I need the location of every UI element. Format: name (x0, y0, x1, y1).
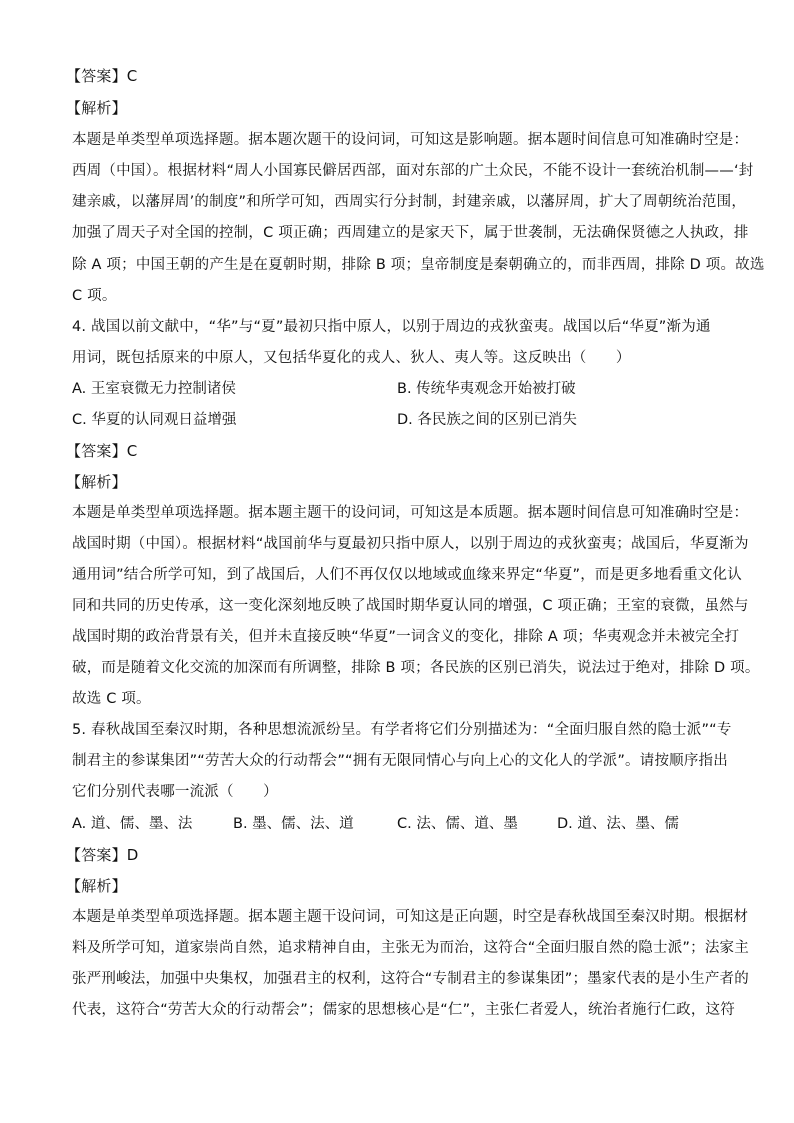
analysis-heading-q3: 【解析】 (66, 99, 127, 117)
option-d-q5: D. 道、法、墨、儒 (557, 816, 679, 832)
answer-label-q4: 【答案】C (66, 442, 138, 460)
analysis-heading-q4: 【解析】 (66, 473, 127, 491)
analysis-line: 除 A 项；中国王朝的产生是在夏朝时期，排除 B 项；皇帝制度是秦朝确立的，而非西周，排除 D 项。故选 (72, 257, 765, 273)
analysis-line: 建亲戚，以藩屏周’的制度”和所学可知，西周实行分封制，封建亲戚，以藩屏周，扩大了周朝统治范围， (72, 194, 747, 210)
analysis-line: 故选 C 项。 (72, 691, 151, 707)
question-stem-q5: 5. 春秋战国至秦汉时期，各种思想流派纷呈。有学者将它们分别描述为：“全面归服自然的隐士派”“专 (72, 722, 732, 738)
analysis-line: 料及所学可知，道家崇尚自然，追求精神自由，主张无为而治，这符合“全面归服自然的隐士派”；法家主 (72, 940, 749, 956)
analysis-line: C 项。 (72, 288, 117, 304)
analysis-line: 加强了周天子对全国的控制，C 项正确；西周建立的是家天下，属于世袭制，无法确保贤德之人执政，排 (72, 225, 749, 241)
analysis-line: 西周（中国）。根据材料“周人小国寡民僻居西部，面对东部的广土众民，不能不设计一套统治机制——‘封 (72, 163, 754, 179)
option-a-q5: A. 道、儒、墨、法 (72, 816, 193, 832)
question-stem-q5: 它们分别代表哪一流派（ ） (72, 784, 278, 800)
option-c-q4: C. 华夏的认同观日益增强 (72, 412, 237, 428)
analysis-line: 本题是单类型单项选择题。据本题次题干的设问词，可知这是影响题。据本题时间信息可知准确时空是： (72, 132, 749, 148)
analysis-line: 战国时期的政治背景有关，但并未直接反映“华夏”一词含义的变化，排除 A 项；华夷观念并未被完全打 (72, 629, 740, 645)
option-c-q5: C. 法、儒、道、墨 (397, 816, 518, 832)
option-b-q5: B. 墨、儒、法、道 (233, 816, 354, 832)
analysis-line: 张严刑峻法，加强中央集权，加强君主的权利，这符合“专制君主的参谋集团”；墨家代表的是小生产者的 (72, 971, 749, 987)
analysis-line: 战国时期（中国）。根据材料“战国前华与夏最初只指中原人，以别于周边的戎狄蛮夷；战国后，华夏渐为 (72, 536, 749, 552)
analysis-line: 本题是单类型单项选择题。据本题主题干的设问词，可知这是本质题。据本题时间信息可知准确时空是： (72, 505, 749, 521)
option-b-q4: B. 传统华夷观念开始被打破 (397, 381, 576, 397)
option-a-q4: A. 王室衰微无力控制诸侯 (72, 381, 236, 397)
analysis-line: 同和共同的历史传承，这一变化深刻地反映了战国时期华夏认同的增强，C 项正确；王室的衰微，虽然与 (72, 598, 749, 614)
analysis-line: 破，而是随着文化交流的加深而有所调整，排除 B 项；各民族的区别已消失，说法过于绝对，排除 D 项。 (72, 660, 760, 676)
question-stem-q4: 4. 战国以前文献中，“华”与“夏”最初只指中原人，以别于周边的戎狄蛮夷。战国以后“华夏”渐为通 (72, 319, 711, 335)
answer-label-q3: 【答案】C (66, 67, 138, 85)
question-stem-q4: 用词，既包括原来的中原人，又包括华夏化的戎人、狄人、夷人等。这反映出（ ） (72, 350, 631, 366)
analysis-line: 本题是单类型单项选择题。据本题主题干设问词，可知这是正向题，时空是春秋战国至秦汉时期。根据材 (72, 909, 749, 925)
analysis-line: 通用词”结合所学可知，到了战国后，人们不再仅仅以地域或血缘来界定“华夏”，而是更多地看重文化认 (72, 567, 742, 583)
analysis-heading-q5: 【解析】 (66, 877, 127, 895)
answer-label-q5: 【答案】D (66, 846, 139, 864)
question-stem-q5: 制君主的参谋集团”“劳苦大众的行动帮会”“拥有无限同情心与向上心的文化人的学派”。请按顺序指出 (72, 753, 728, 769)
option-d-q4: D. 各民族之间的区别已消失 (397, 412, 577, 428)
analysis-line: 代表，这符合“劳苦大众的行动帮会”；儒家的思想核心是“仁”，主张仁者爱人，统治者施行仁政，这符 (72, 1002, 735, 1018)
